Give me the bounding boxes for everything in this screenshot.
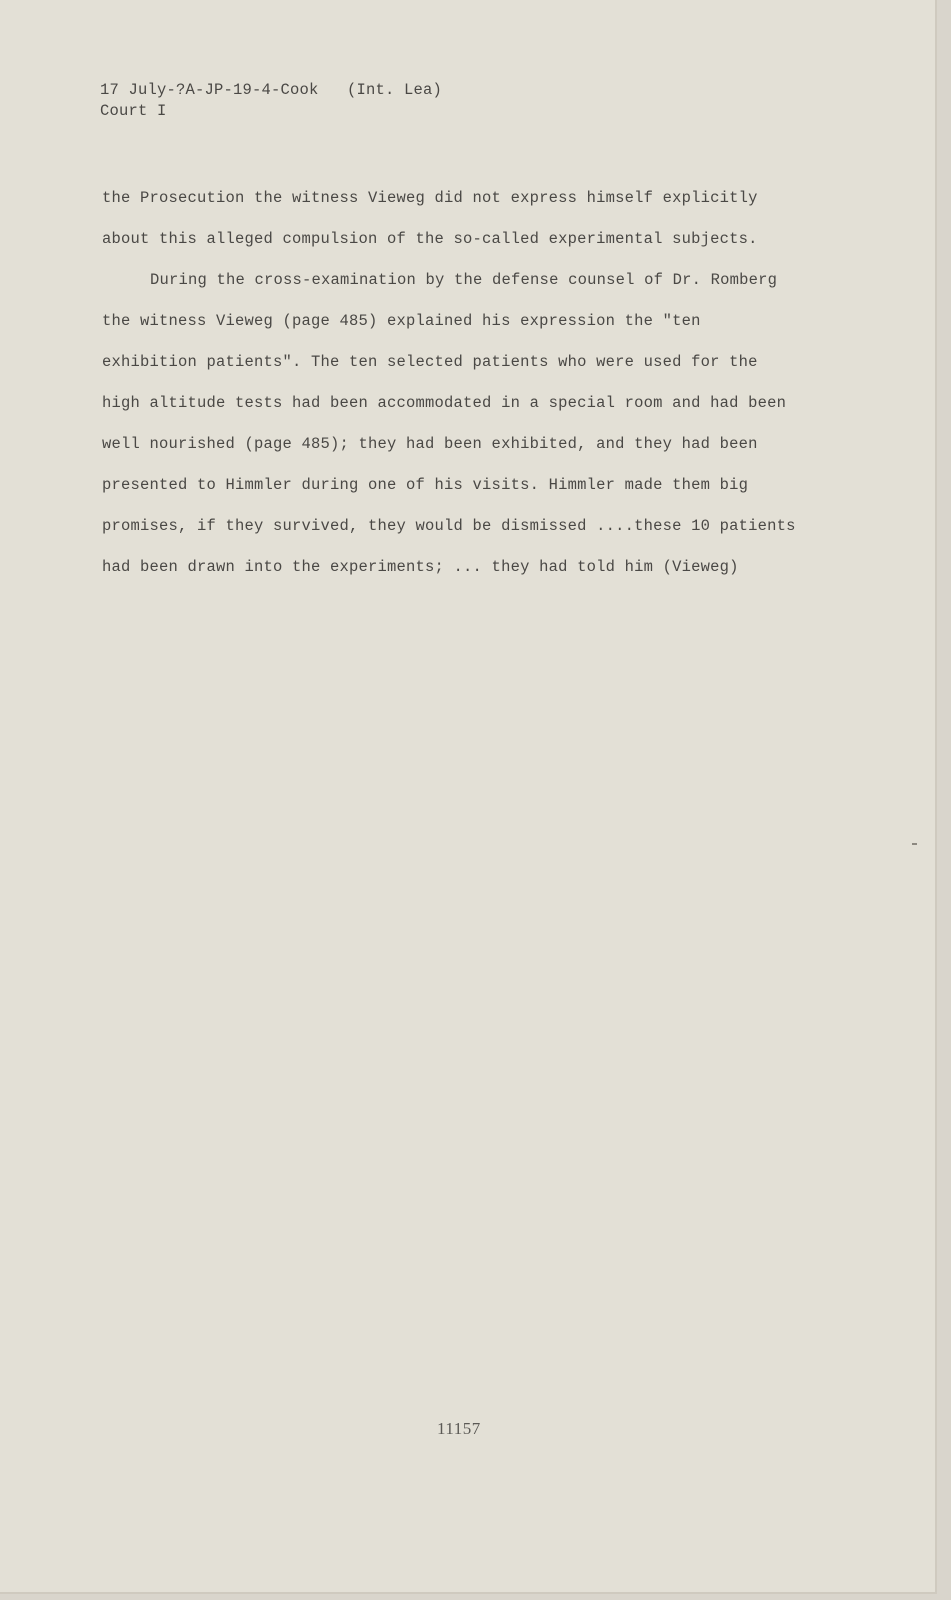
text-line: exhibition patients". The ten selected patients who were used for the	[102, 353, 758, 371]
text-line: about this alleged compulsion of the so-called experimental subjects.	[102, 230, 758, 248]
text-line: promises, if they survived, they would be dismissed ....these 10 patients	[102, 517, 796, 535]
page-number: 11157	[437, 1419, 481, 1438]
document-header	[100, 80, 442, 122]
text-line: high altitude tests had been accommodated in a special room and had been	[102, 394, 787, 412]
header-court: Court I	[100, 102, 167, 120]
paragraph-start-line: During the cross-examination by the defense counsel of Dr. Romberg	[150, 271, 778, 289]
text-line: presented to Himmler during one of his visits. Himmler made them big	[102, 476, 749, 494]
document-body	[102, 178, 862, 588]
text-line: the Prosecution the witness Vieweg did not express himself explicitly	[102, 189, 758, 207]
text-line: the witness Vieweg (page 485) explained his expression the "ten	[102, 312, 701, 330]
paper-mark	[912, 843, 917, 845]
text-line: had been drawn into the experiments; ... they had told him (Vieweg)	[102, 558, 739, 576]
header-reference: 17 July-?A-JP-19-4-Cook (Int. Lea)	[100, 81, 443, 99]
text-line: well nourished (page 485); they had been exhibited, and they had been	[102, 435, 758, 453]
